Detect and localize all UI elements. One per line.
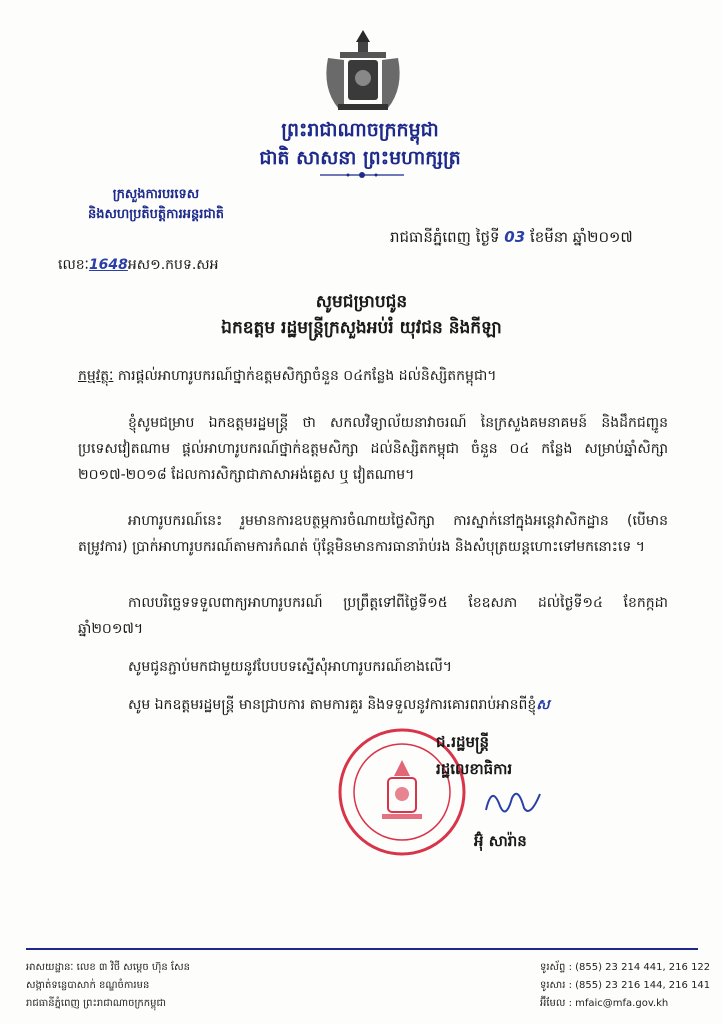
- subject-label: កម្មវត្ថុៈ: [78, 368, 114, 384]
- body-paragraph: [78, 508, 668, 560]
- date-line: [390, 228, 633, 250]
- signatory-title: ជ.រដ្ឋមន្ត្រី: [436, 733, 490, 751]
- signatory-position: រដ្ឋលេខាធិការ: [436, 760, 513, 778]
- paragraph-3-text: កាលបរិច្ឆេទទទួលពាក្យអាហារូបករណ៍ ប្រព្រឹត្តទៅពីថ្ងៃទី១៥ ខែឧសភា ដល់ថ្ងៃទី១៤ ខែកក្កដា ឆ្នាំ២០១៧។: [78, 595, 668, 637]
- footer-address-line: រាជធានីភ្នំពេញ ព្រះរាជាណាចក្រកម្ពុជា: [26, 998, 166, 1009]
- kingdom-title: ព្រះរាជាណាចក្រកម្ពុជា: [281, 119, 439, 141]
- footer-address-line: សង្កាត់ទន្លេបាសាក់ ខណ្ឌចំការមន: [26, 980, 150, 991]
- ministry-name: ក្រសួងការបរទេស: [112, 187, 200, 202]
- closing-paragraph: [78, 692, 668, 718]
- reference-number: [58, 255, 219, 276]
- footer-telephone: ទូរស័ព្ទ : (855) 23 214 441, 216 122: [540, 962, 711, 973]
- footer-address-line: អាសយដ្ឋានៈ លេខ ៣ វិថី សម្តេច ហ៊ុន សែន: [26, 962, 190, 973]
- date-prefix: រាជធានីភ្នំពេញ ថ្ងៃទី: [390, 228, 500, 246]
- body-paragraph: [78, 654, 668, 680]
- paragraph-2-text: អាហារូបករណ៍នេះ រួមមានការឧបត្ថម្ភការចំណាយថ្លៃសិក្សា ការស្នាក់នៅក្នុងអន្តេវាសិកដ្ឋាន (បើមានតម្រូវការ) ប្រាក់អាហារូបករណ៍តាមការកំណត់ ប៉ុន្តែមិនមានការធានារ៉ាប់រង និងសំបុត្រយន្តហោះទៅមកនោះទេ ។: [78, 513, 668, 555]
- reference-prefix: លេខៈ: [58, 257, 89, 273]
- paragraph-4-text: សូមជូនភ្ជាប់មកជាមួយនូវបែបបទស្នើសុំអាហារូបករណ៍ខាងលើ។: [128, 659, 453, 675]
- divider-ornament-icon: [318, 170, 406, 180]
- signatory-name: អ៊ុំ សារ៉ាន: [474, 832, 527, 850]
- paragraph-1-text: ខ្ញុំសូមជម្រាប ឯកឧត្តមរដ្ឋមន្ត្រី ថា សកលវិទ្យាល័យនាវាចរណ៍ នៃក្រសួងគមនាគមន៍ និងដឹកជញ្ជូនប្រទេសវៀតណាម ផ្តល់អាហារូបករណ៍ថ្នាក់ឧត្តមសិក្សា ដល់និស្សិតកម្ពុជា ចំនួន ០៤ កន្លែង សម្រាប់ឆ្នាំសិក្សា ២០១៧-២០១៨ ដែលការសិក្សាជាភាសាអង់គ្លេស ឬ វៀតណាម។: [78, 415, 668, 483]
- body-paragraph: [78, 410, 668, 488]
- royal-coat-of-arms-icon: [318, 28, 408, 114]
- subject-line: [78, 366, 668, 387]
- national-motto: ជាតិ សាសនា ព្រះមហាក្សត្រ: [259, 147, 461, 169]
- reference-handwritten-number: 1648: [88, 257, 128, 273]
- reference-suffix: អស១.កបទ.សអ: [127, 257, 219, 273]
- body-paragraph: [78, 590, 668, 642]
- addressee-greeting: សូមជម្រាបជូន: [315, 292, 408, 312]
- date-suffix: ខែមីនា ឆ្នាំ២០១៧: [529, 228, 633, 246]
- addressee-name: ឯកឧត្តម រដ្ឋមន្ត្រីក្រសួងអប់រំ យុវជន និងកីឡា: [221, 318, 502, 338]
- subject-text: ការផ្តល់អាហារូបករណ៍ថ្នាក់ឧត្តមសិក្សាចំនួន ០៤កន្លែង ដល់និស្សិតកម្ពុជា។: [117, 368, 497, 384]
- footer-email: អ៊ីមែល : mfaic@mfa.gov.kh: [540, 998, 669, 1009]
- footer-divider: [26, 948, 698, 950]
- paragraph-5-text: សូម ឯកឧត្តមរដ្ឋមន្ត្រី មានជ្រាបការ តាមការគួរ និងទទួលនូវការគោរពរាប់អានពីខ្ញុំ: [128, 697, 537, 713]
- handwritten-mark: ស: [536, 697, 550, 713]
- handwritten-signature-icon: [480, 780, 550, 825]
- date-day: 03: [504, 228, 526, 246]
- ministry-subtitle: និងសហប្រតិបត្តិការអន្តរជាតិ: [88, 207, 224, 222]
- footer-fax: ទូរសារ : (855) 23 216 144, 216 141: [540, 980, 711, 991]
